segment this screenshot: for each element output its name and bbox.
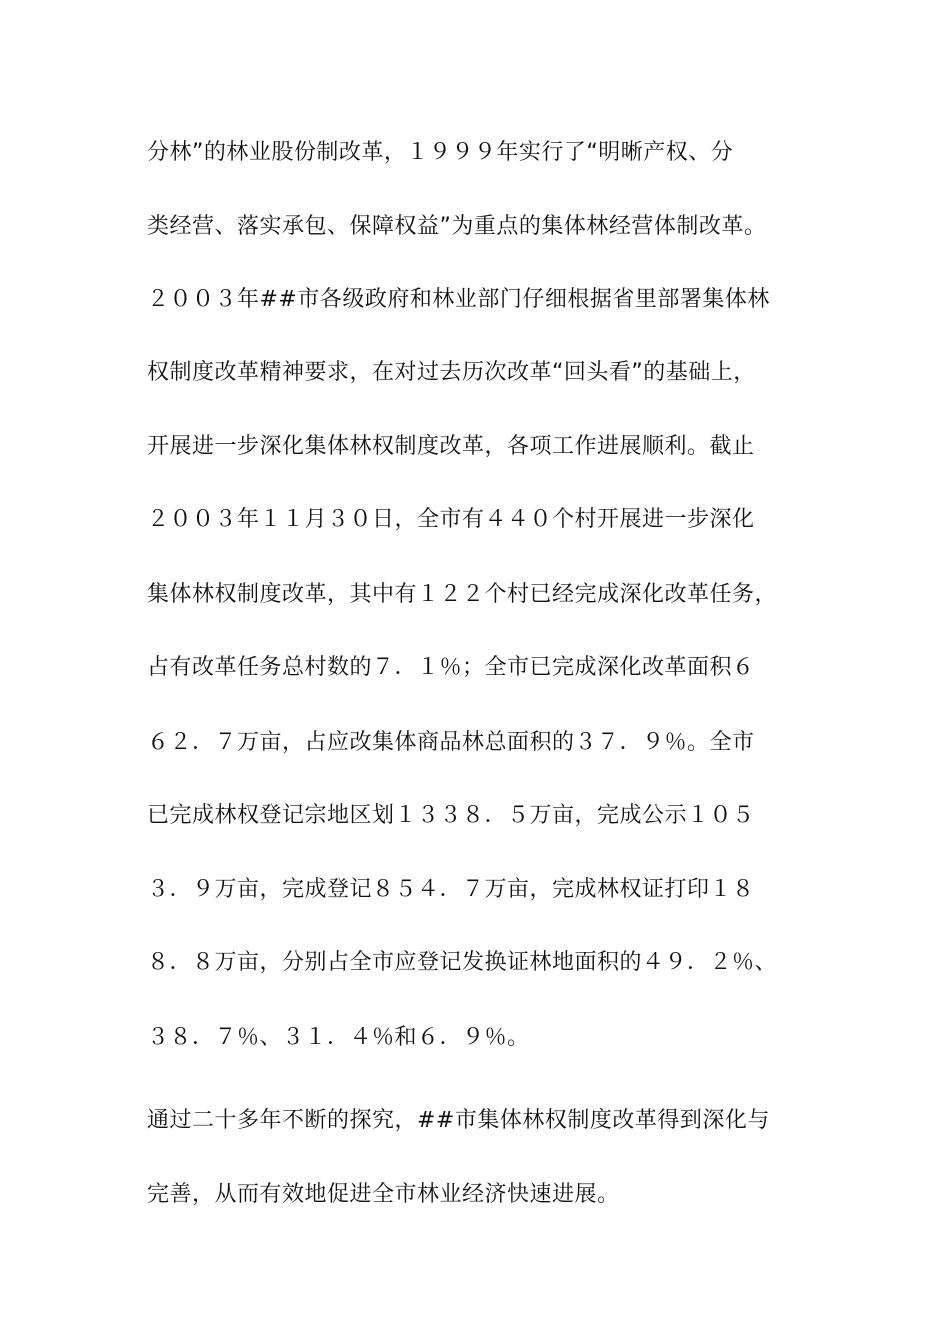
text-line: ８．８万亩，分别占全市应登记发换证林地面积的４９．２％、 (147, 950, 778, 975)
text-line: 通过二十多年不断的探究，##市集体林权制度改革得到深化与 (147, 1108, 770, 1133)
text-line: 占有改革任务总村数的７．１％；全市已完成深化改革面积６ (147, 655, 755, 680)
text-line: 分林”的林业股份制改革，１９９９年实行了“明晰产权、分 (147, 140, 734, 165)
text-line: 类经营、落实承包、保障权益”为重点的集体林经营体制改革。 (147, 214, 767, 239)
text-line: 开展进一步深化集体林权制度改革，各项工作进展顺利。截止 (147, 434, 755, 459)
text-line: ３８．７％、３１．４％和６．９％。 (147, 1025, 530, 1050)
text-line: ３．９万亩，完成登记８５４．７万亩，完成林权证打印１８ (147, 877, 755, 902)
text-line: 完善，从而有效地促进全市林业经济快速进展。 (147, 1182, 620, 1207)
text-line: 已完成林权登记宗地区划１３３８．５万亩，完成公示１０５ (147, 803, 755, 828)
text-line: ６２．７万亩，占应改集体商品林总面积的３７．９％。全市 (147, 730, 755, 755)
text-line: 权制度改革精神要求，在对过去历次改革“回头看”的基础上， (147, 360, 756, 385)
text-line: ２００３年##市各级政府和林业部门仔细根据省里部署集体林 (147, 287, 770, 312)
text-line: ２００３年１１月３０日，全市有４４０个村开展进一步深化 (147, 507, 755, 532)
text-line: 集体林权制度改革，其中有１２２个村已经完成深化改革任务， (147, 582, 778, 607)
